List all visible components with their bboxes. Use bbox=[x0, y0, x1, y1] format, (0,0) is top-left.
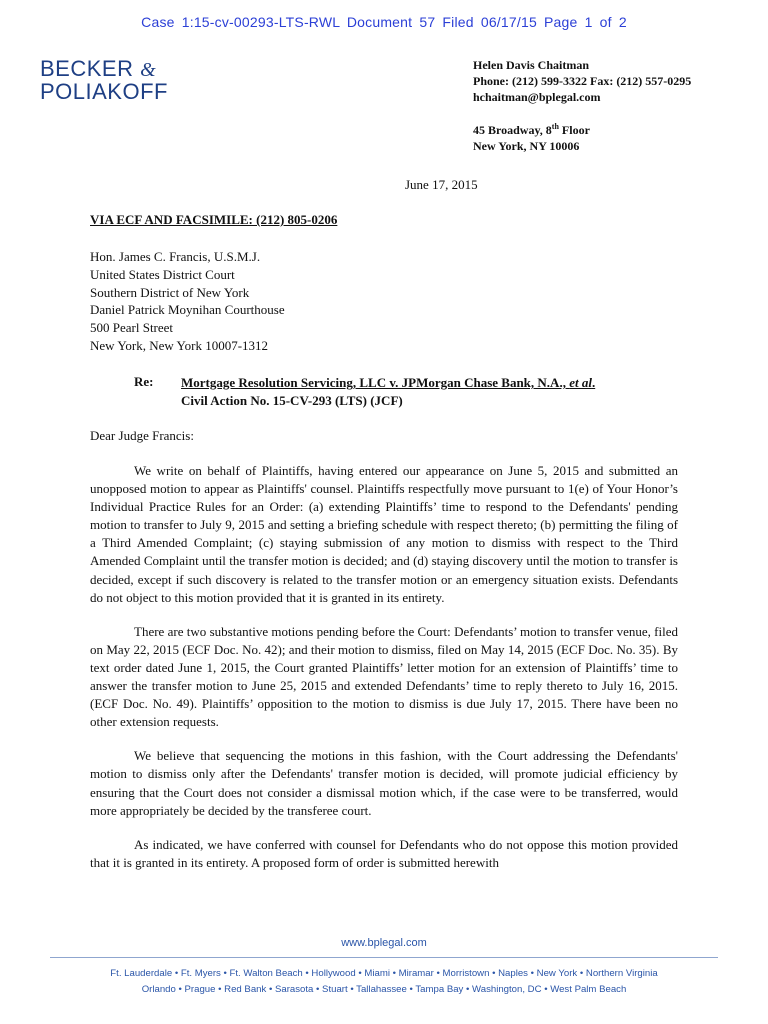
letter-date: June 17, 2015 bbox=[405, 177, 478, 192]
body-paragraph: We write on behalf of Plaintiffs, having entered our appearance on June 5, 2015 and submitted an unopposed motion to appear as Plaintiffs' counsel. Plaintiffs respectfully move pursuant to 1(e) of Your Honor’s Individual Practice Rules for an Order: (a) extending Plaintiffs’ time to respond to the Defendants' pending motion to transfer to July 9, 2015 and setting a briefing schedule with respect thereto; (b) permitting the filing of a Third Amended Complaint; (c) staying submission of any motion to dismiss with respect to the Third Amended Complaint until the transfer motion is decided; and (d) staying discovery until the motion to transfer is decided, except if such discovery is related to the transfer motion or an emergency situation exists. Defendants do not object to this motion provided that it is granted in its entirety. bbox=[90, 463, 678, 605]
sender-name: Helen Davis Chaitman bbox=[473, 58, 590, 72]
re-subject bbox=[181, 374, 595, 409]
logo-line2: POLIAKOFF bbox=[40, 79, 168, 104]
firm-logo bbox=[40, 58, 168, 103]
recipient-line: Southern District of New York bbox=[90, 284, 250, 300]
delivery-method: VIA ECF AND FACSIMILE: (212) 805-0206 bbox=[90, 212, 338, 227]
case-header: Case 1:15-cv-00293-LTS-RWL Document 57 Filed 06/17/15 Page 1 of 2 bbox=[141, 14, 627, 30]
re-label: Re: bbox=[134, 374, 154, 389]
footer-offices bbox=[40, 966, 728, 998]
footer-url[interactable]: www.bplegal.com bbox=[341, 937, 427, 949]
salutation: Dear Judge Francis: bbox=[90, 428, 194, 443]
re-case-number: Civil Action No. 15-CV-293 (LTS) (JCF) bbox=[181, 392, 403, 408]
recipient-line: New York, New York 10007-1312 bbox=[90, 337, 269, 353]
recipient-line: 500 Pearl Street bbox=[90, 320, 174, 336]
sender-email[interactable]: hchaitman@bplegal.com bbox=[473, 90, 601, 104]
recipient-line: United States District Court bbox=[90, 266, 235, 282]
footer-divider bbox=[50, 957, 718, 958]
letter-body bbox=[90, 462, 678, 888]
body-paragraph: There are two substantive motions pending before the Court: Defendants’ motion to transfer venue, filed on May 22, 2015 (ECF Doc. No. 42); and their motion to dismiss, filed on May 14, 2015 (ECF Doc. No. 35). By text order dated June 1, 2015, the Court granted Plaintiffs’ letter motion for an extension of Plaintiffs’ time to answer the transfer motion to June 25, 2015 and extended Defendants’ time to reply thereto to July 16, 2015. (ECF Doc. No. 49). Plaintiffs’ opposition to the motion to dismiss is due July 17, 2015. There have been no other extension requests. bbox=[90, 623, 678, 730]
body-paragraph: As indicated, we have conferred with counsel for Defendants who do not oppose this motion provided that it is granted in its entirety. A proposed form of order is submitted herewith bbox=[90, 836, 678, 870]
sender-block bbox=[473, 57, 691, 154]
body-paragraph: We believe that sequencing the motions in this fashion, with the Court addressing the Defendants' motion to dismiss only after the Defendants' transfer motion is decided, will promote judicial efficiency by ensuring that the Court does not consider a dismissal motion which, if the case were to be transferred, would more appropriately be decided by the transferee court. bbox=[90, 748, 678, 818]
sender-address-line1: 45 Broadway, 8th Floor bbox=[473, 122, 590, 137]
offices-line: Orlando • Prague • Red Bank • Sarasota • Stuart • Tallahassee • Tampa Bay • Washington, DC • West Palm Beach bbox=[141, 984, 627, 995]
sender-phone: Phone: (212) 599-3322 Fax: (212) 557-0295 bbox=[473, 74, 692, 88]
logo-ampersand: & bbox=[140, 59, 157, 81]
re-case-name: Mortgage Resolution Servicing, LLC v. JPMorgan Chase Bank, N.A., et al. bbox=[181, 375, 596, 390]
sender-address-line2: New York, NY 10006 bbox=[473, 139, 580, 153]
recipient-line: Hon. James C. Francis, U.S.M.J. bbox=[90, 249, 261, 264]
offices-line: Ft. Lauderdale • Ft. Myers • Ft. Walton Beach • Hollywood • Miami • Miramar • Morristown • Naples • New York • Northern Virginia bbox=[110, 968, 658, 979]
recipient-address bbox=[90, 248, 285, 355]
recipient-line: Daniel Patrick Moynihan Courthouse bbox=[90, 302, 285, 318]
logo-line1: BECKER bbox=[40, 56, 134, 81]
